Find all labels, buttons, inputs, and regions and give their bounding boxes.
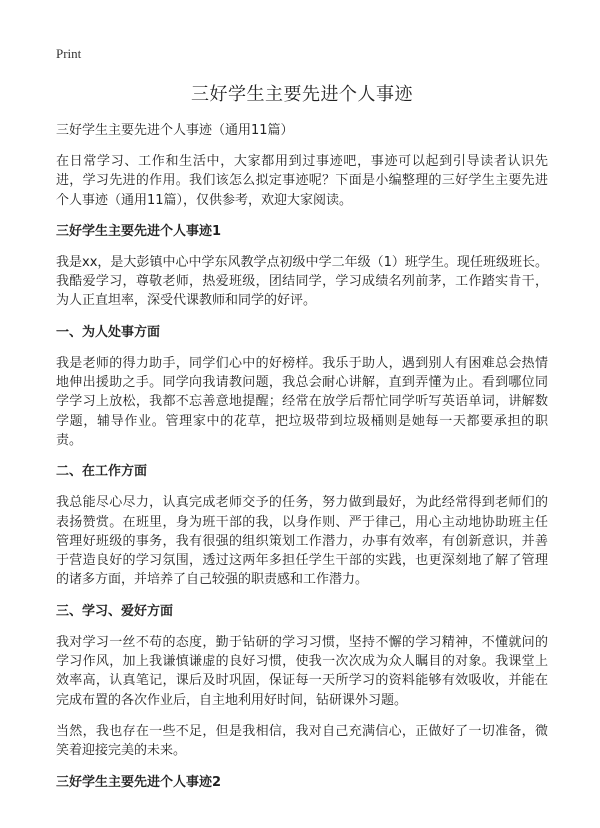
closing-paragraph: 当然，我也存在一些不足，但是我相信，我对自己充满信心，正做好了一切准备，微笑着迎接完美的未来。 [56, 723, 548, 759]
section1-heading: 一、为人处事方面 [56, 324, 161, 340]
article-subtitle: 三好学生主要先进个人事迹（通用11篇） [56, 123, 294, 138]
article-body [56, 121, 548, 804]
section3-heading: 三、学习、爱好方面 [56, 603, 174, 619]
article1-intro-paragraph: 我是xx，是大彭镇中心中学东风教学点初级中学二年级（1）班学生。现任班级班长。我酷爱学习，尊敬老师，热爱班级，团结同学，学习成绩名列前茅，工作踏实肯干，为人正直坦率，深受代课教师和同学的好评。 [56, 254, 548, 309]
section2-heading: 二、在工作方面 [56, 464, 148, 480]
page-title: 三好学生主要先进个人事迹 [191, 84, 413, 105]
section3-paragraph: 我对学习一丝不苟的态度，勤于钻研的学习习惯，坚持不懈的学习精神，不懂就问的学习作风，加上我谦慎谦虚的良好习惯，使我一次次成为众人瞩目的对象。我课堂上效率高，认真笔记，课后及时巩固，保证每一天所学习的资料能够有效吸收，并能在完成布置的各次作业后，自主地利用好时间，钻研课外习题。 [56, 634, 548, 708]
section1-paragraph: 我是老师的得力助手，同学们心中的好榜样。我乐于助人，遇到别人有困难总会热情地伸出援助之手。同学向我请教问题，我总会耐心讲解，直到弄懂为止。看到哪位同学学习上放松，我都不忘善意地提醒；经常在放学后帮忙同学听写英语单词，讲解数学题，辅导作业。管理家中的花草，把垃圾带到垃圾桶则是她每一天都要承担的职责。 [56, 355, 548, 448]
article1-heading: 三好学生主要先进个人事迹1 [56, 223, 222, 239]
print-link[interactable]: Print [56, 46, 82, 61]
article2-heading: 三好学生主要先进个人事迹2 [56, 774, 222, 790]
section2-paragraph: 我总能尽心尽力，认真完成老师交予的任务，努力做到最好，为此经常得到老师们的表扬赞赏。在班里，身为班干部的我，以身作则、严于律己，用心主动地协助班主任管理好班级的事务，我有很强的组织策划工作潜力，办事有效率，有创新意识，并善于营造良好的学习氛围，透过这两年多担任学生干部的实践，也更深刻地了解了管理的诸多方面，并培养了自己较强的职责感和工作潜力。 [56, 495, 548, 588]
intro-paragraph: 在日常学习、工作和生活中，大家都用到过事迹吧，事迹可以起到引导读者认识先进，学习先进的作用。我们该怎么拟定事迹呢？下面是小编整理的三好学生主要先进个人事迹（通用11篇），仅供参考，欢迎大家阅读。 [56, 154, 548, 208]
